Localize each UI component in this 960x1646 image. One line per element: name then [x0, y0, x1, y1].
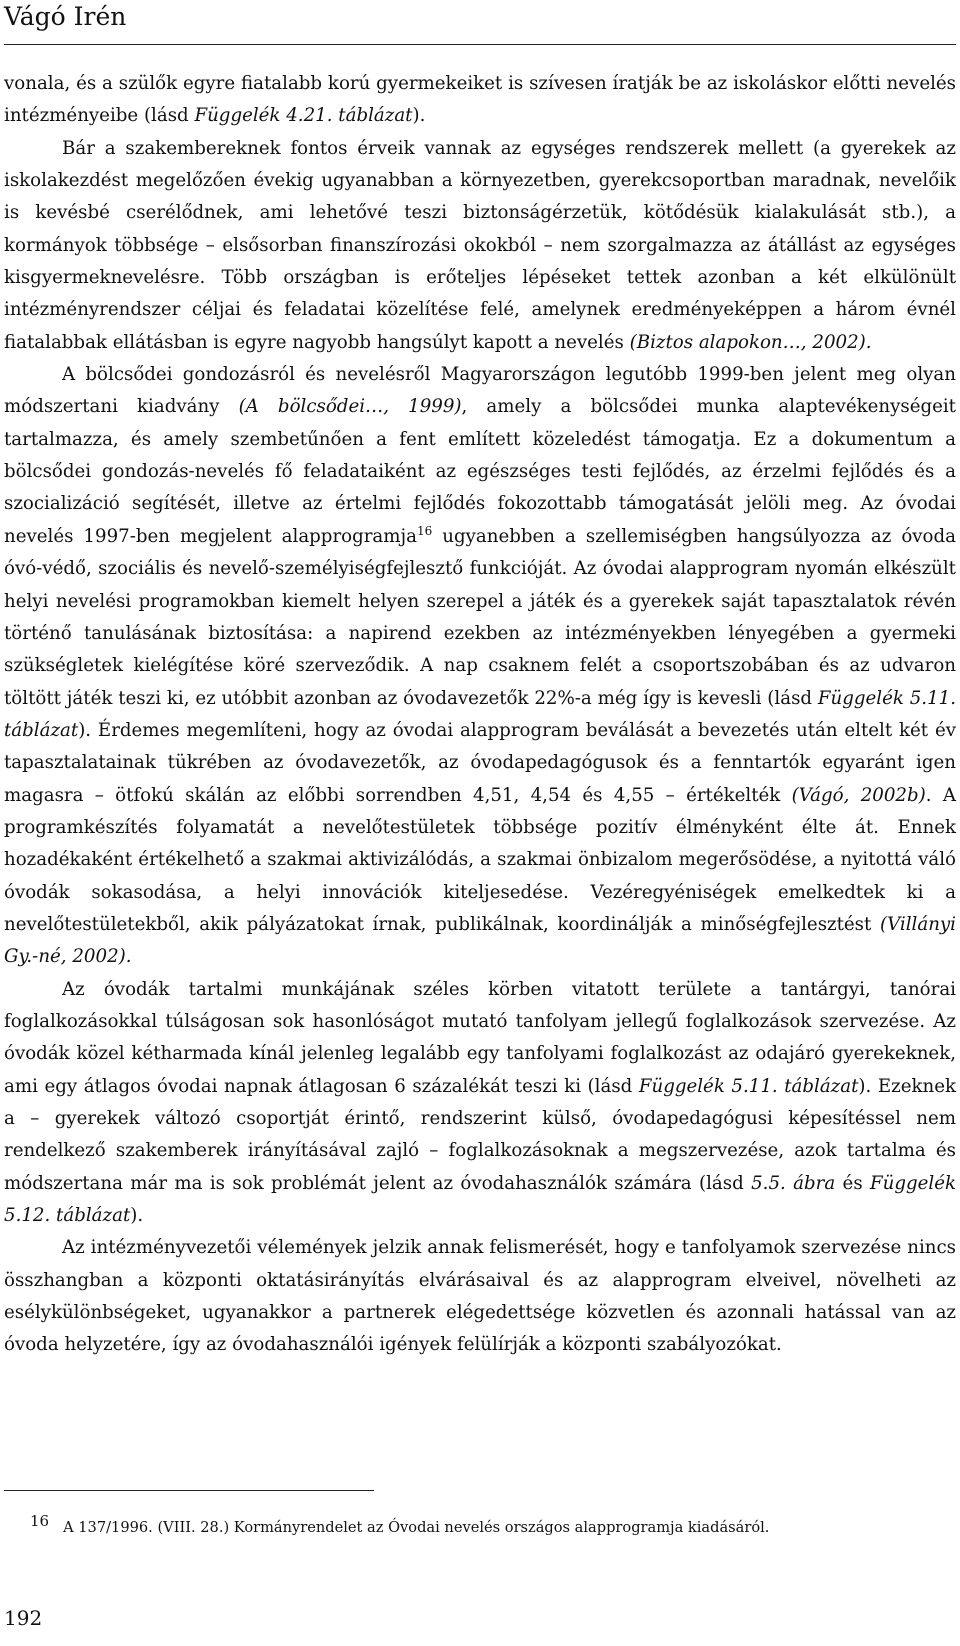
italic-citation: Függelék 5.11. táblázat — [638, 1075, 859, 1097]
italic-citation: (Vágó, 2002b) — [791, 784, 926, 806]
footnote — [4, 1512, 956, 1539]
text-run: Bár a szakembereknek fontos érveik vannak az egységes rendszerek mellett (a gyerekek az iskolakezdést megelőzően évekig ugyanabban a környezetben, gyerekcsoportban maradnak, nevelőik is kevésbé cserélődnek, ami lehetővé teszi biztonságérzetük, kötődésük kialakulását stb.), a kormányok többsége – elsősorban finanszírozási okokból – nem szorgalmazza az átállást az egységes kisgyermeknevelésre. Több országban is erőteljes lépéseket tettek azonban a két elkülönült intézményrendszer céljai és feladatai közelítése felé, amelynek eredményeképpen a három évnél fiatalabbak ellátásban is egyre nagyobb hangsúlyt kapott a nevelés — [4, 137, 956, 353]
italic-citation: (A bölcsődei…, 1999) — [238, 396, 462, 418]
text-run: ). Ezeknek a – gyerekek változó csoportját érintő, rendszerint külső, óvodapedagógusi képesítéssel nem rendelkező szakemberek irányításával zajló – foglalkozásoknak a megszervezése, azok tartalma és módszertana már ma is sok problémát jelent az óvodahasználók számára (lásd — [4, 1075, 956, 1194]
footnote-reference: 16 — [417, 523, 433, 538]
paragraph — [4, 974, 956, 1233]
body-text — [4, 68, 956, 1362]
footnote-mark: 16 — [30, 1512, 50, 1530]
text-run: , amely a bölcsődei munka alaptevékenységeit tartalmazza, és amely szembetűnően a fent említett közeledést támogatja. Ez a dokumentum a bölcsődei gondozás-nevelés fő feladataiként az egészséges testi fejlődés, az érzelmi fejlődés és a szocializáció segítését, illetve az értelmi fejlődés fokozottabb támogatását jelöli meg. Az óvodai nevelés 1997-ben megjelent alapprogramja — [4, 396, 956, 547]
footnote-text: A 137/1996. (VIII. 28.) Kormányrendelet az Óvodai nevelés országos alapprogramja kiadásáról. — [63, 1519, 770, 1536]
text-run: ). Érdemes megemlíteni, hogy az óvodai alapprogram beválását a bevezetés után eltelt két év tapasztalatainak tükrében az óvodavezetők, az óvodapedagógusok és a fenntartók egyaránt igen magasra – ötfokú skálán az előbbi sorrendben 4,51, 4,54 és 4,55 – értékelték — [4, 719, 956, 806]
paragraph — [4, 359, 956, 974]
text-run: . A programkészítés folyamatát a nevelőtestületek többsége pozitív élményként élte át. Ennek hozadékaként értékelhető a szakmai aktivizálódás, a szakmai önbizalom megerősödése, a nyitottá váló óvodák sokasodása, a helyi innovációk kiteljesedése. Vezéregyéniségek emelkedtek ki a nevelőtestületekből, akik pályázatokat írnak, publikálnak, koordinálják a minőségfejlesztést — [4, 784, 956, 935]
italic-citation: Függelék 5.11. táblázat — [4, 687, 956, 741]
text-run: Az intézményvezetői vélemények jelzik annak felismerését, hogy e tanfolyamok szervezése nincs összhangban a központi oktatásirányítás elvárásaival és az alapprogram elveivel, növelheti az esélykülönbségeket, ugyanakkor a partnerek elégedettsége közvetlen és azonnali hatással van az óvoda helyzetére, így az óvodahasználói igények felülírják a központi szabályozókat. — [4, 1237, 956, 1356]
text-run: Az óvodák tartalmi munkájának széles körben vitatott területe a tantárgyi, tanórai foglalkozásokkal túlságosan sok hasonlóságot mutató tanfolyam jellegű foglalkozások szervezése. Az óvodák közel kétharmada kínál jelenleg legalább egy tanfolyami foglalkozást az odajáró gyerekeknek, ami egy átlagos óvodai napnak átlagosan 6 százalékát teszi ki (lásd — [4, 978, 956, 1097]
running-header — [4, 0, 956, 45]
italic-citation: (Biztos alapokon…, 2002). — [629, 331, 872, 353]
text-run: és — [835, 1172, 871, 1194]
italic-citation: Függelék 4.21. táblázat — [194, 105, 413, 127]
text-run: A bölcsődei gondozásról és nevelésről Magyarországon legutóbb 1999-ben jelent meg olyan módszertani kiadvány — [4, 364, 956, 418]
paragraph — [4, 133, 956, 359]
italic-citation: Függelék 5.12. táblázat — [4, 1172, 956, 1227]
text-run: vonala, és a szülők egyre fiatalabb korú gyermekeiket is szívesen íratják be az iskoláskor előtti nevelés intézményeibe (lásd — [4, 73, 956, 127]
text-run: ). — [412, 105, 426, 127]
page-number: 192 — [4, 1606, 43, 1630]
italic-citation: 5.5. ábra — [751, 1172, 836, 1194]
italic-citation: (Villányi Gy.-né, 2002). — [4, 913, 956, 968]
text-run: ). — [130, 1205, 144, 1227]
paragraph — [4, 1232, 956, 1361]
paragraph — [4, 68, 956, 133]
header-author: Vágó Irén — [4, 2, 127, 31]
text-run: ugyanebben a szellemiségben hangsúlyozza az óvoda óvó-védő, szociális és nevelő-személyiségfejlesztő funkcióját. Az óvodai alapprogram nyomán elkészült helyi nevelési programokban kiemelt helyen szerepel a játék és a gyerekek saját tapasztalatok révén történő tanulásának biztosítása: a napirend ezekben az intézményekben lényegében a gyermeki szükségletek kielégítése köré szerveződik. A nap csaknem felét a csoportszobában és az udvaron töltött játék teszi ki, ez utóbbit azonban az óvodavezetők 22%-a még így is kevesli (lásd — [4, 525, 956, 709]
footnote-divider — [4, 1490, 374, 1491]
